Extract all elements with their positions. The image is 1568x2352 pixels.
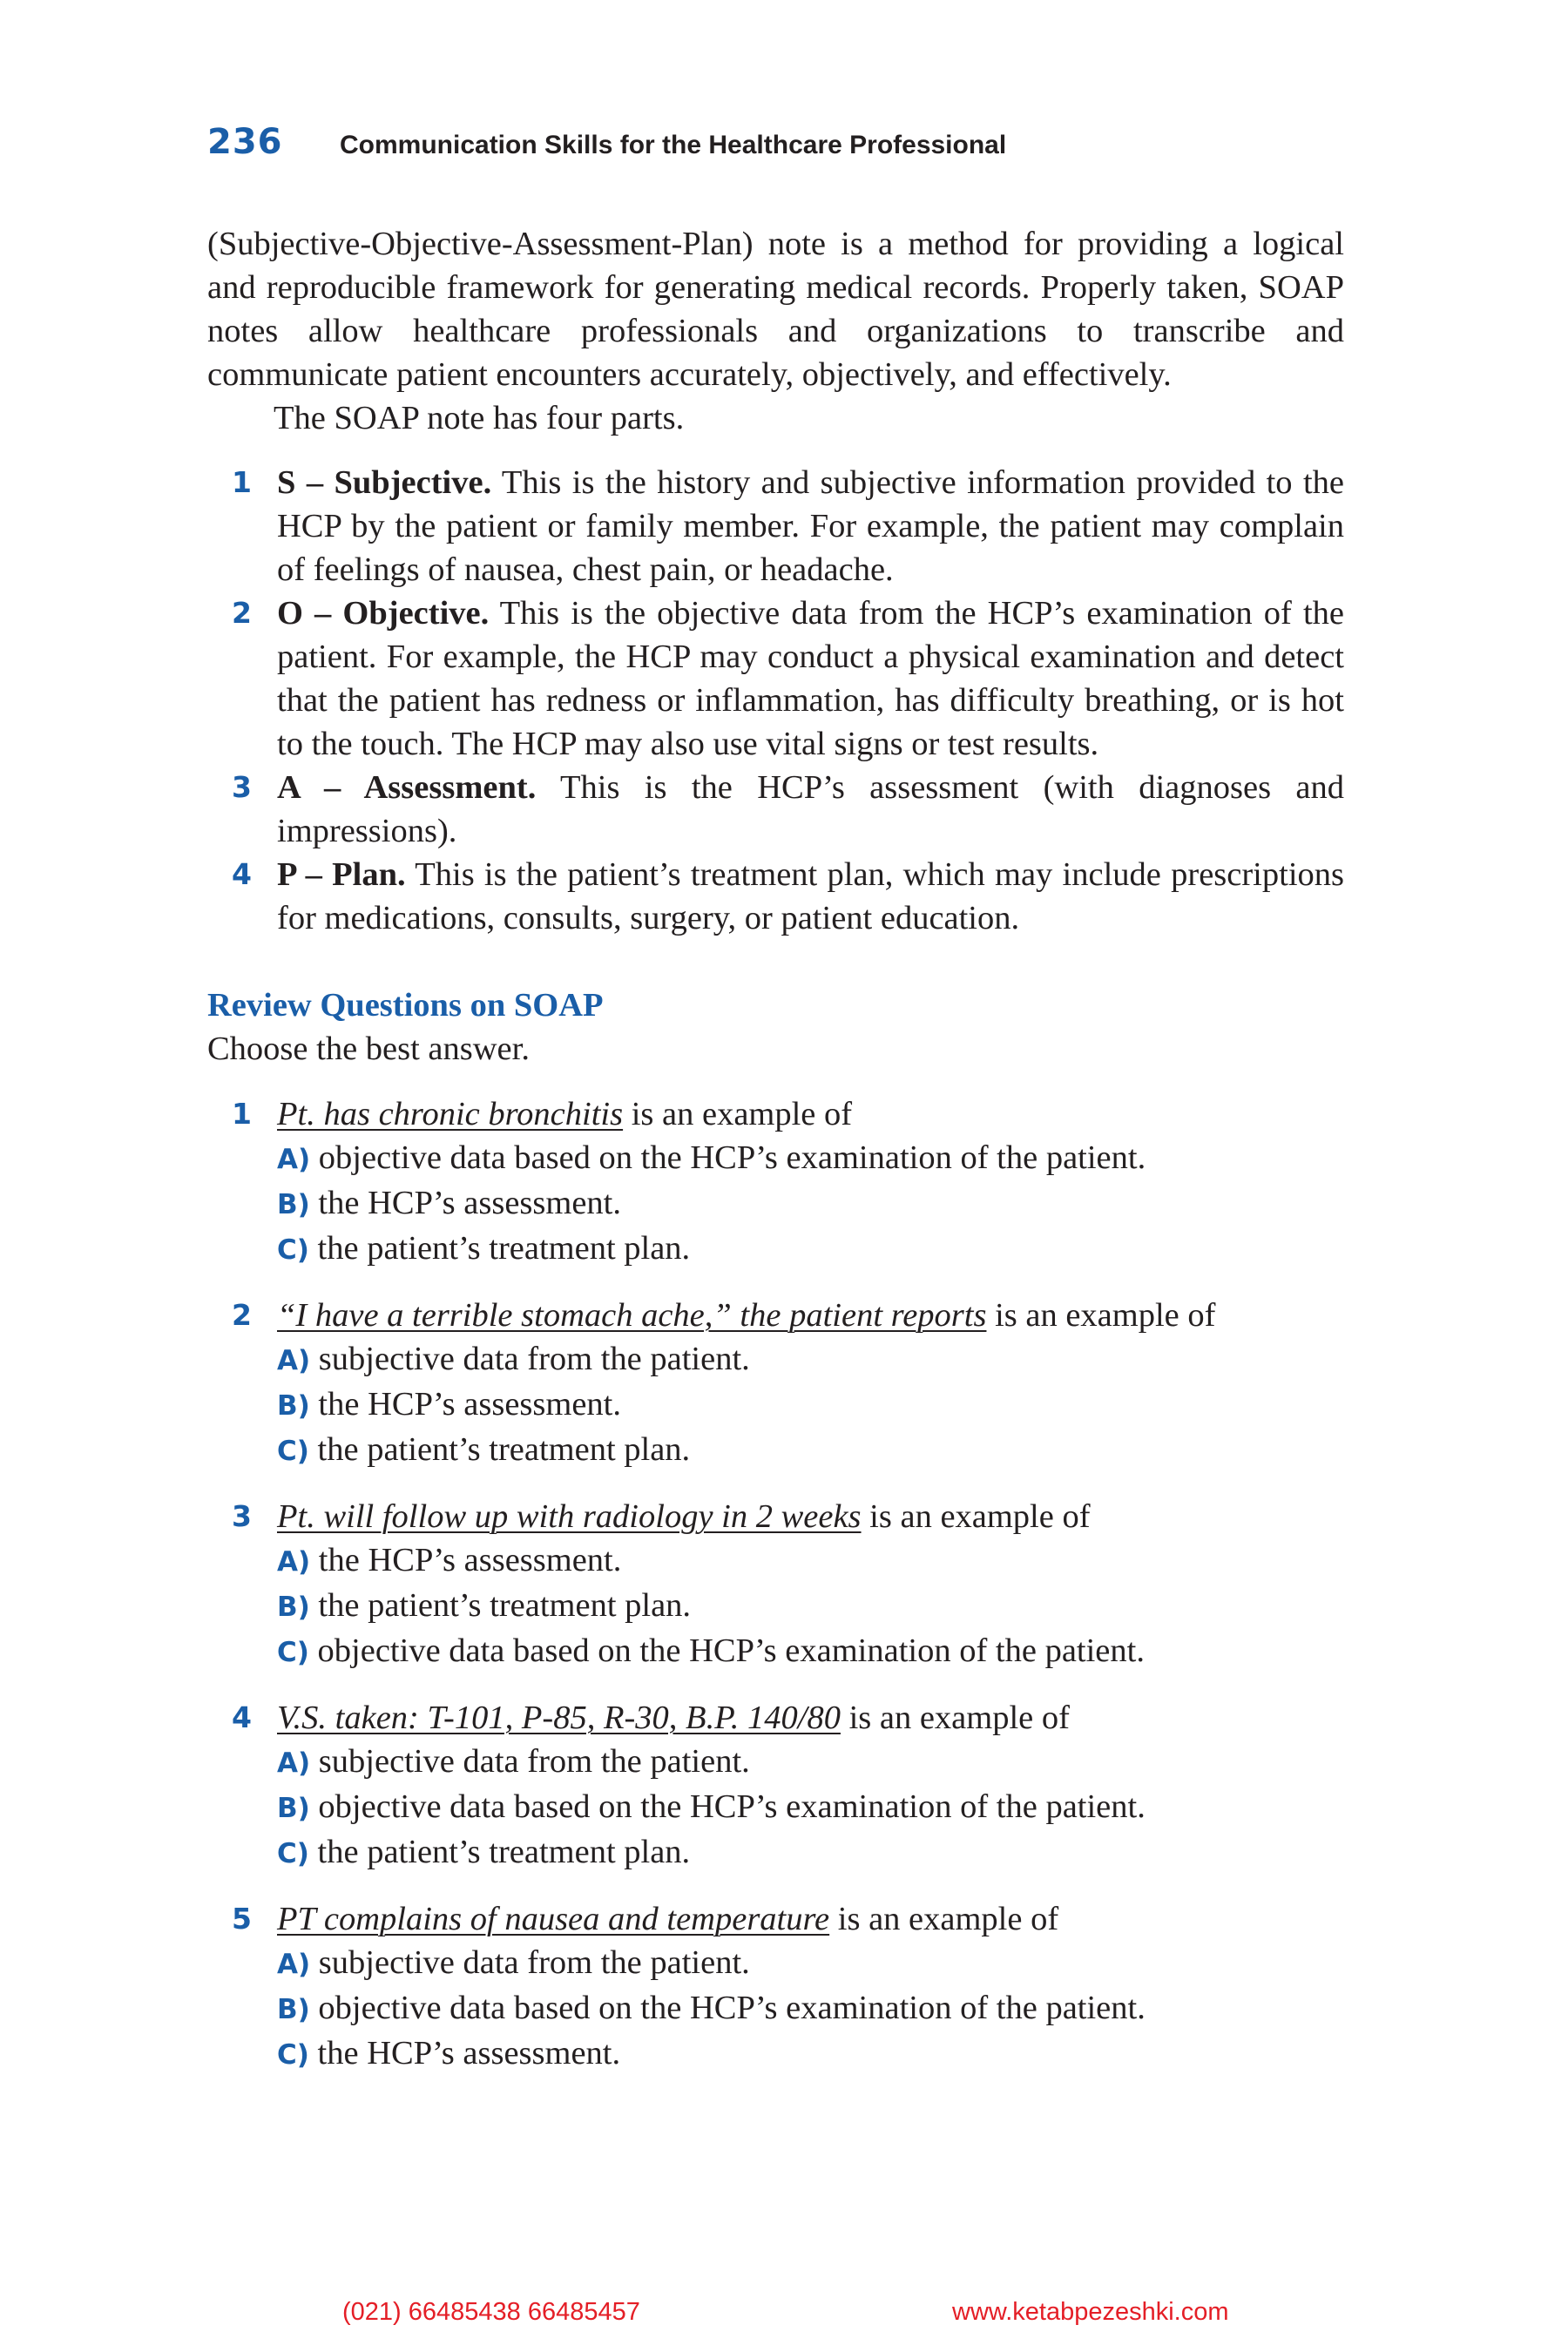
option-text: subjective data from the patient.: [310, 1743, 750, 1780]
question-suffix: is an example of: [861, 1498, 1091, 1535]
answer-option: [277, 2031, 1344, 2077]
option-text: the HCP’s assessment.: [309, 1185, 621, 1221]
question-suffix: is an example of: [829, 1901, 1059, 1937]
question-number: 5: [232, 1902, 252, 1936]
item-number: 1: [232, 465, 252, 499]
question-suffix: is an example of: [840, 1700, 1070, 1736]
option-text: the HCP’s assessment.: [309, 1386, 621, 1423]
option-text: subjective data from the patient.: [310, 1341, 750, 1377]
option-letter: A): [277, 1949, 311, 1980]
item-number: 3: [232, 770, 252, 804]
item-number: 4: [232, 857, 252, 891]
running-title: Communication Skills for the Healthcare Professional: [340, 131, 1007, 159]
question-item: [207, 1495, 1344, 1674]
option-letter: A): [277, 1144, 311, 1175]
soap-term: A – Assessment.: [277, 769, 537, 806]
instruction-text: Choose the best answer.: [207, 1031, 530, 1067]
option-letter: B): [277, 1592, 310, 1623]
option-letter: A): [277, 1345, 311, 1376]
option-text: the HCP’s assessment.: [308, 2035, 621, 2072]
option-letter: B): [277, 1793, 310, 1824]
page-footer: [0, 2298, 1568, 2333]
question-number: 3: [232, 1499, 252, 1533]
soap-term: O – Objective.: [277, 595, 490, 632]
option-letter: C): [277, 1637, 309, 1668]
option-letter: C): [277, 1234, 309, 1266]
option-letter: A): [277, 1747, 311, 1779]
footer-phone: (021) 66485438 66485457: [342, 2298, 640, 2326]
item-number: 2: [232, 596, 252, 630]
option-text: subjective data from the patient.: [310, 1944, 750, 1981]
question-suffix: is an example of: [986, 1297, 1216, 1334]
answer-option: [277, 1941, 1344, 1986]
question-stem: Pt. has chronic bronchitis: [277, 1096, 624, 1132]
option-text: the HCP’s assessment.: [310, 1542, 622, 1578]
soap-description: This is the patient’s treatment plan, which may include prescriptions for medications, consults, surgery, or patient education.: [277, 856, 1344, 936]
soap-description: This is the history and subjective information provided to the HCP by the patient or family member. For example, the patient may complain of feelings of nausea, chest pain, or headache.: [277, 464, 1344, 588]
question-suffix: is an example of: [623, 1096, 853, 1132]
option-text: the patient’s treatment plan.: [308, 1431, 691, 1468]
soap-term: P – Plan.: [277, 856, 406, 893]
question-stem: PT complains of nausea and temperature: [277, 1901, 830, 1937]
answer-option: [277, 1538, 1344, 1584]
soap-description: This is the HCP’s assessment (with diagnoses and impressions).: [277, 769, 1344, 849]
option-text: the patient’s treatment plan.: [308, 1230, 691, 1267]
option-text: the patient’s treatment plan.: [308, 1834, 691, 1870]
option-letter: B): [277, 1390, 310, 1422]
footer-url[interactable]: www.ketabpezeshki.com: [952, 2298, 1229, 2326]
soap-part: [207, 461, 1344, 591]
answer-option: [277, 1629, 1344, 1674]
answer-option: [277, 1785, 1344, 1830]
answer-option: [277, 1337, 1344, 1382]
page-header: [207, 124, 1357, 167]
soap-part: [207, 591, 1344, 766]
question-item: [207, 1696, 1344, 1876]
soap-part: [207, 853, 1344, 940]
option-text: objective data based on the HCP’s examination of the patient.: [309, 1788, 1146, 1825]
question-item: [207, 1092, 1344, 1272]
answer-option: [277, 1986, 1344, 2031]
option-text: objective data based on the HCP’s examination of the patient.: [308, 1632, 1145, 1669]
intro-paragraph: (Subjective-Objective-Assessment-Plan) note is a method for providing a logical and reproducible framework for generating medical records. Properly taken, SOAP notes allow healthcare professionals and organizations to transcribe and communicate patient encounters accurately, objectively, and effectively.: [207, 226, 1344, 393]
soap-parts-list: [207, 461, 1344, 940]
answer-option: [277, 1830, 1344, 1876]
option-letter: B): [277, 1994, 310, 2025]
answer-option: [277, 1181, 1344, 1227]
section-heading: Review Questions on SOAP: [207, 987, 604, 1024]
soap-part: [207, 766, 1344, 853]
answer-option: [277, 1382, 1344, 1428]
option-text: objective data based on the HCP’s examination of the patient.: [309, 1990, 1146, 2026]
option-letter: C): [277, 1838, 309, 1869]
option-letter: C): [277, 2039, 309, 2071]
option-letter: A): [277, 1546, 311, 1578]
option-text: the patient’s treatment plan.: [309, 1587, 692, 1624]
question-stem: V.S. taken: T-101, P-85, R-30, B.P. 140/80: [277, 1700, 841, 1736]
page-body: [207, 222, 1344, 2077]
question-item: [207, 1897, 1344, 2077]
answer-option: [277, 1428, 1344, 1473]
question-number: 2: [232, 1298, 252, 1332]
question-number: 4: [232, 1700, 252, 1734]
page-number: 236: [207, 122, 283, 162]
answer-option: [277, 1584, 1344, 1629]
answer-option: [277, 1227, 1344, 1272]
option-letter: B): [277, 1189, 310, 1220]
question-number: 1: [232, 1097, 252, 1131]
question-stem: “I have a terrible stomach ache,” the patient reports: [277, 1297, 987, 1334]
option-letter: C): [277, 1436, 309, 1467]
question-item: [207, 1294, 1344, 1473]
option-text: objective data based on the HCP’s examination of the patient.: [310, 1139, 1146, 1176]
soap-description: This is the objective data from the HCP’s examination of the patient. For example, the HCP may conduct a physical examination and detect that the patient has redness or inflammation, has difficulty breathing, or is hot to the touch. The HCP may also use vital signs or test results.: [277, 595, 1344, 762]
question-stem: Pt. will follow up with radiology in 2 weeks: [277, 1498, 862, 1535]
answer-option: [277, 1136, 1344, 1181]
answer-option: [277, 1740, 1344, 1785]
parts-sentence: The SOAP note has four parts.: [274, 400, 685, 436]
soap-term: S – Subjective.: [277, 464, 492, 501]
